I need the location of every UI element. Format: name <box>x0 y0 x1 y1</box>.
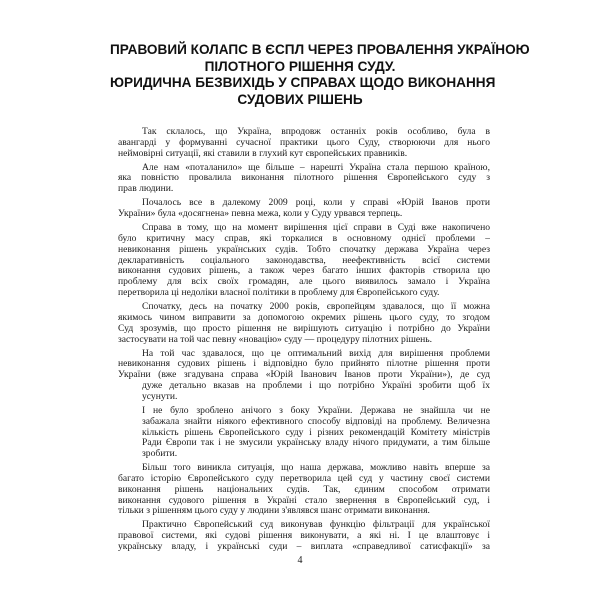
paragraph-6 <box>118 349 490 403</box>
heading-line-1: ПРАВОВИЙ КОЛАПС В ЄСПЛ ЧЕРЕЗ ПРОВАЛЕННЯ УКРАЇНОЮ <box>110 42 530 57</box>
paragraph-2 <box>118 163 490 195</box>
text-line: яка повністю провалила виконання пілотного рішення Європейського суду з <box>118 173 490 184</box>
paragraph-1 <box>118 127 490 159</box>
text-line: Спочатку, десь на початку 2000 років, європейцям здавалося, що її можна <box>142 302 490 313</box>
text-line: виконання рішень національних судів. Так, єдиним способом отримати <box>118 484 490 495</box>
text-line: На той час здавалося, що це оптимальний вихід для вирішення проблеми <box>142 348 490 359</box>
text-line: Справа в тому, що на момент вирішення цієї справи в Суді вже накопичено <box>142 223 490 234</box>
text-line: невиконання судових рішень і відповідно було прийнято пілотне рішення проти <box>118 359 490 370</box>
text-line: України» була «досягнена» певна межа, коли у Суду урвався терпець. <box>118 209 403 220</box>
text-line: Але нам «поталанило» ще більше – нарешті Україна стала першою країною, <box>142 162 490 173</box>
heading-line-3: ЮРИДИЧНА БЕЗВИХІДЬ У СПРАВАХ ЩОДО ВИКОНАННЯ <box>110 75 496 90</box>
paragraph-7 <box>118 406 490 460</box>
text-line: Ради Європи так і не змусили українську владу нічого придумати, а тим більше <box>142 438 490 449</box>
text-line: було критичну масу справ, які торкалися в основному однієї проблеми – <box>118 234 490 245</box>
text-line: І не було зроблено анічого з боку України. Держава не знайшла чи не <box>142 405 490 416</box>
text-line: кількість рішень Європейського суду і різних рекомендацій Комітету міністрів <box>142 427 490 438</box>
document-body <box>118 127 490 556</box>
text-line: забажала знайти ніякого ефективного способу відповіді на проблему. Величезна <box>142 416 490 427</box>
text-line: виконання судового рішення в Україні стало звернення в Європейський суд, і <box>118 495 490 506</box>
text-line: тільки з рішенням цього суду у людини з'являвся шанс отримати виконання. <box>118 506 430 517</box>
paragraph-4 <box>118 223 490 299</box>
text-line: дуже детально вказав на проблеми і що потрібно Україні зробити щоб їх <box>142 381 490 392</box>
text-line: виконання судових рішень, а також через багато інших факторів створила цю <box>118 266 490 277</box>
text-line: Так склалось, що Україна, впродовж останніх років особливо, була в <box>142 127 490 137</box>
text-line: усунути. <box>142 391 178 402</box>
paragraph-3 <box>118 198 490 220</box>
text-line: перетворила ці недоліки власної політики в проблему для Європейського суду. <box>118 288 440 299</box>
text-line: авангарді у формуванні сучасної практики цього Суду, створюючи для нього <box>118 137 490 148</box>
text-line: Почалось все в далекому 2009 році, коли у справі «Юрій Іванов проти <box>142 198 490 209</box>
text-line: неймовірні ситуації, які ставили в глухий кут європейських правників. <box>118 148 408 159</box>
text-line: проблему для всіх своїх громадян, але цього виявилось замало і Україна <box>118 277 490 288</box>
text-line: невиконання рішень українських судів. Тобто спочатку держава Україна через <box>118 244 490 255</box>
text-line: Більш того виникла ситуація, що наша держава, можливо навіть вперше за <box>142 463 490 474</box>
text-line: застосувати на той час певну «новацію» суду — процедуру пілотних рішень. <box>118 334 433 345</box>
text-line: правової системи, які судові рішення виконувати, а які ні. І це влаштовує і <box>118 531 490 542</box>
paragraph-5 <box>118 302 490 345</box>
text-line: Суд зрозумів, що просто рішення не вирішують ситуацію і потрібно до України <box>118 323 490 334</box>
paragraph-8 <box>118 463 490 517</box>
text-line: Практично Європейський суд виконував функцію фільтрації для української <box>142 520 490 531</box>
text-line: зробити. <box>142 449 178 460</box>
paragraph-9 <box>118 520 490 552</box>
text-line: багато історію Європейського суду перетворила цей суд у частину своєї системи <box>118 473 490 484</box>
document-heading <box>110 42 530 108</box>
text-line: декларативність соціального законодавства, неефективність всієї системи <box>118 255 490 266</box>
heading-line-2: ПІЛОТНОГО РІШЕННЯ СУДУ. <box>204 58 396 74</box>
text-line: українську владу, і українські суди – виплата «справедливої сатисфакції» за <box>118 542 490 553</box>
page-number: 4 <box>297 555 303 566</box>
text-line: України (вже згадувана справа «Юрій Іванович Іванов проти України»), де суд <box>118 370 490 381</box>
heading-line-4: СУДОВИХ РІШЕНЬ <box>237 91 363 107</box>
text-line: якимось чином виправити за допомогою окремих рішень цього суду, то згодом <box>118 312 490 323</box>
text-line: прав людини. <box>118 184 174 195</box>
